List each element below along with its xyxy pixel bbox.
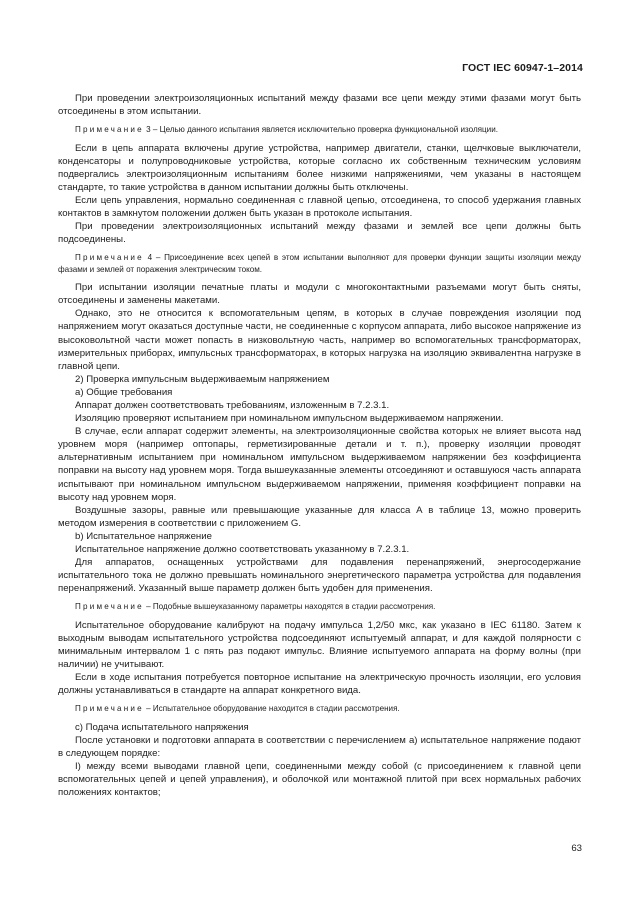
note-label: Примечание bbox=[75, 602, 144, 612]
paragraph: Если в ходе испытания потребуется повторное испытание на электрическую прочность изоляции, его условия должны устанавливаться в стандарте на аппарат конкретного вида. bbox=[58, 672, 581, 697]
paragraph: Для аппаратов, оснащенных устройствами для подавления перенапряжений, энергосодержание испытательного тока не должно превышать номинального энергетического параметра устройства для подавления перенапряжений. Указанный выше параметр должен быть удобен для применения. bbox=[58, 557, 581, 595]
document-body bbox=[58, 92, 581, 799]
paragraph: 2) Проверка импульсным выдерживаемым напряжением bbox=[75, 373, 330, 385]
note bbox=[58, 703, 581, 714]
note-label: Примечание bbox=[75, 253, 144, 263]
note-label: Примечание bbox=[75, 704, 144, 714]
paragraph: Если в цепь аппарата включены другие устройства, например двигатели, станки, щелчковые выключатели, конденсаторы и полупроводниковые устройства, которые согласно их собственным техническим условиям подвергались электроизоляционным испытаниям более низкими напряжениями, чем указаны в настоящем стандарте, то такие устройства в данном испытании должны быть отключены. bbox=[58, 142, 581, 193]
note-label: Примечание bbox=[75, 125, 144, 135]
paragraph: При проведении электроизоляционных испытаний между фазами и землей все цепи должны быть подсоединены. bbox=[58, 221, 581, 246]
note-text: 3 – Целью данного испытания является исключительно проверка функциональной изоляции. bbox=[143, 125, 498, 135]
note-text: – Испытательное оборудование находится в стадии рассмотрения. bbox=[143, 704, 400, 714]
paragraph: Испытательное напряжение должно соответствовать указанному в 7.2.3.1. bbox=[75, 544, 410, 556]
paragraph: Воздушные зазоры, равные или превышающие указанные для класса А в таблице 13, можно проверить методом измерения в соответствии с приложением G. bbox=[58, 504, 581, 529]
paragraph: Однако, это не относится к вспомогательным цепям, в которых в случае повреждения изоляции под напряжением могут оказаться доступные части, не соединенные с корпусом аппарата, либо высокое напряжение из высоковольтной части может попасть в низковольтную часть, например во вспомогательных трансформаторах, измерительных приборах, импульсных трансформаторах, в которых нагрузка на изоляцию эквивалентна нагрузке в главной цепи. bbox=[58, 308, 581, 372]
note bbox=[58, 124, 581, 135]
paragraph: b) Испытательное напряжение bbox=[75, 530, 212, 542]
paragraph: с) Подача испытательного напряжения bbox=[75, 721, 249, 733]
note bbox=[58, 252, 581, 275]
paragraph: В случае, если аппарат содержит элементы, на электроизоляционные свойства которых не влияет высота над уровнем моря (например оптопары, герметизированные детали и т. п.), проверку изоляции проводят альтернативным испытанием при номинальном импульсном выдерживаемом напряжении без коэффициента поправки на высоту над уровнем моря. Тогда вышеуказанные элементы отсоединяют и оставшуюся часть аппарата испытывают при номинальном импульсном выдерживаемом напряжении, применяя коэффициент поправки на высоту над уровнем моря. bbox=[58, 426, 581, 503]
paragraph: При испытании изоляции печатные платы и модули с многоконтактными разъемами могут быть сняты, отсоединены и заменены макетами. bbox=[58, 282, 581, 307]
paragraph: а) Общие требования bbox=[75, 386, 173, 398]
paragraph: Испытательное оборудование калибруют на подачу импульса 1,2/50 мкс, как указано в IEC 61180. Затем к выходным выводам испытательного устройства подсоединяют испытуемый аппарат, и для каждой полярности с минимальным интервалом 1 с пять раз подают импульс. Влияние испытуемого аппарата на форму волны (при наличии) не учитывают. bbox=[58, 619, 581, 671]
paragraph: I) между всеми выводами главной цепи, соединенными между собой (с присоединением к главной цепи вспомогательных цепей и цепей управления), и оболочкой или монтажной плитой при всех нормальных рабочих положениях контактов; bbox=[58, 761, 581, 799]
paragraph: При проведении электроизоляционных испытаний между фазами все цепи между этими фазами могут быть отсоединены в этом испытании. bbox=[58, 93, 581, 118]
note bbox=[58, 601, 581, 612]
page-number: 63 bbox=[571, 843, 582, 854]
standard-header: ГОСТ IEC 60947-1–2014 bbox=[462, 62, 583, 74]
note-text: – Подобные вышеуказанному параметры находятся в стадии рассмотрения. bbox=[143, 602, 436, 612]
paragraph: Аппарат должен соответствовать требованиям, изложенным в 7.2.3.1. bbox=[75, 400, 390, 411]
paragraph: После установки и подготовки аппарата в соответствии с перечислением а) испытательное напряжение подают в следующем порядке: bbox=[58, 734, 581, 759]
paragraph: Изоляцию проверяют испытанием при номинальном импульсном выдерживаемом напряжении. bbox=[75, 413, 504, 425]
paragraph: Если цепь управления, нормально соединенная с главной цепью, отсоединена, то способ удержания главных контактов в замкнутом положении должен быть указан в протоколе испытания. bbox=[58, 194, 581, 220]
note-text: 4 – Присоединение всех цепей в этом испытании выполняют для проверки функции защиты изоляции между фазами и землей от поражения электрическим током. bbox=[58, 253, 581, 274]
